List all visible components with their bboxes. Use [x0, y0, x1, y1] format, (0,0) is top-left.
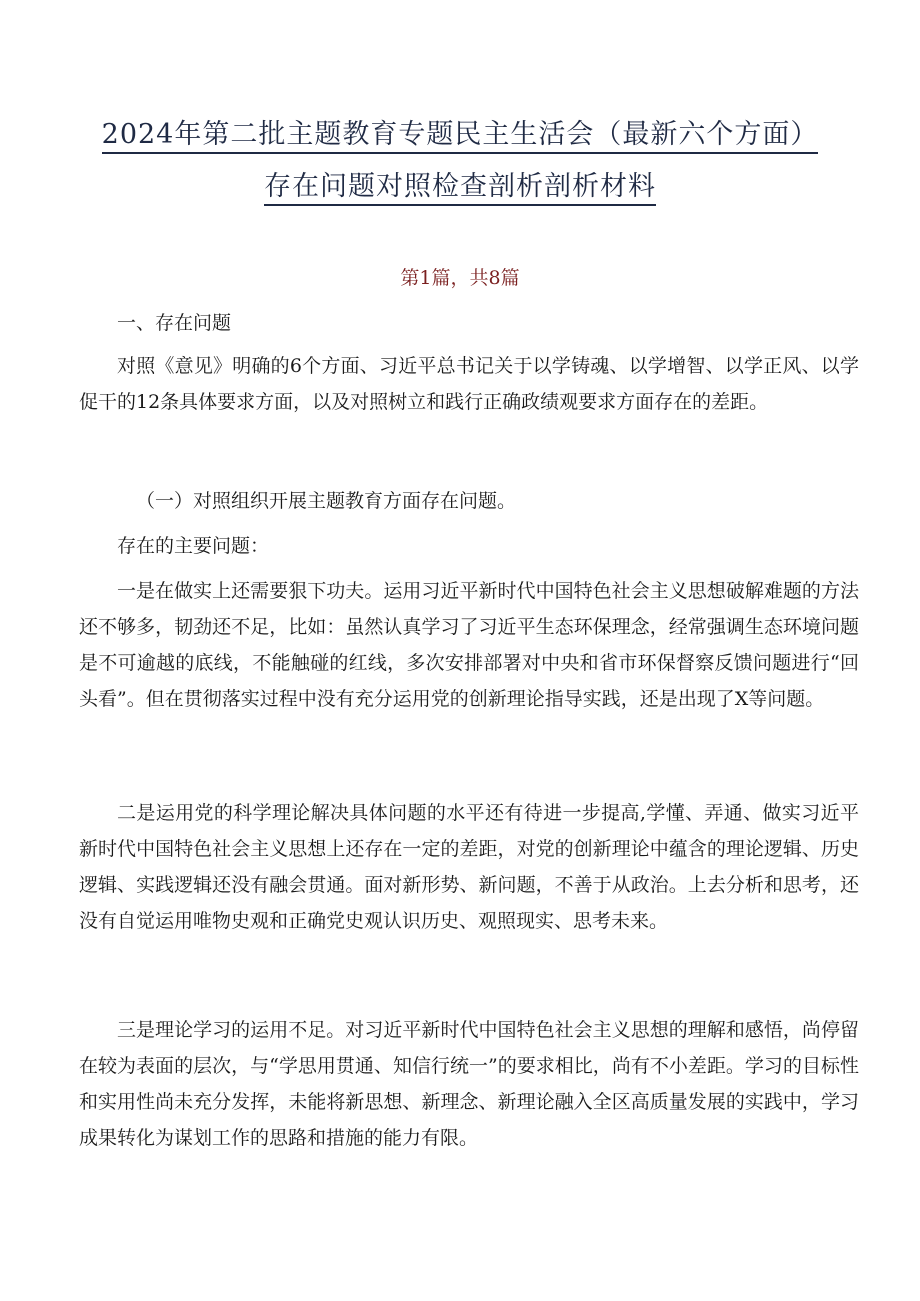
problem-item-3: 三是理论学习的运用不足。对习近平新时代中国特色社会主义思想的理解和感悟，尚停留在较为表面的层次，与“学思用贯通、知信行统一”的要求相比，尚有不小差距。学习的目标性和实用性尚未充分发挥，未能将新思想、新理念、新理论融入全区高质量发展的实践中，学习成果转化为谋划工作的思路和措施的能力有限。 [79, 1019, 859, 1149]
problem-item-2: 二是运用党的科学理论解决具体问题的水平还有待进一步提高,学懂、弄通、做实习近平新时代中国特色社会主义思想上还存在一定的差距，对党的创新理论中蕴含的理论逻辑、历史逻辑、实践逻辑还没有融会贯通。面对新形势、新问题，不善于从政治。上去分析和思考，还没有自觉运用唯物史观和正确党史观认识历史、观照现实、思考未来。 [79, 802, 859, 932]
main-problems-label: 存在的主要问题： [117, 535, 270, 557]
intro-paragraph: 对照《意见》明确的6个方面、习近平总书记关于以学铸魂、以学增智、以学正风、以学促干的12条具体要求方面，以及对照树立和践行正确政绩观要求方面存在的差距。 [79, 355, 859, 413]
problem-item-1: 一是在做实上还需要狠下功夫。运用习近平新时代中国特色社会主义思想破解难题的方法还不够多，韧劲还不足，比如：虽然认真学习了习近平生态环保理念，经常强调生态环境问题是不可逾越的底线，不能触碰的红线，多次安排部署对中央和省市环保督察反馈问题进行“回头看”。但在贯彻落实过程中没有充分运用党的创新理论指导实践，还是出现了X等问题。 [79, 580, 859, 710]
title-line-1-text: 2024年第二批主题教育专题民主生活会（最新六个方面） [102, 119, 819, 154]
title-line-2-text: 存在问题对照检查剖析剖析材料 [264, 171, 656, 206]
subsection-heading: （一）对照组织开展主题教育方面存在问题。 [136, 490, 517, 512]
section-heading: 一、存在问题 [117, 312, 232, 334]
document-title-line-2 [0, 164, 920, 203]
part-label: 第1篇，共8篇 [400, 267, 520, 289]
document-title-line-1 [0, 112, 920, 151]
